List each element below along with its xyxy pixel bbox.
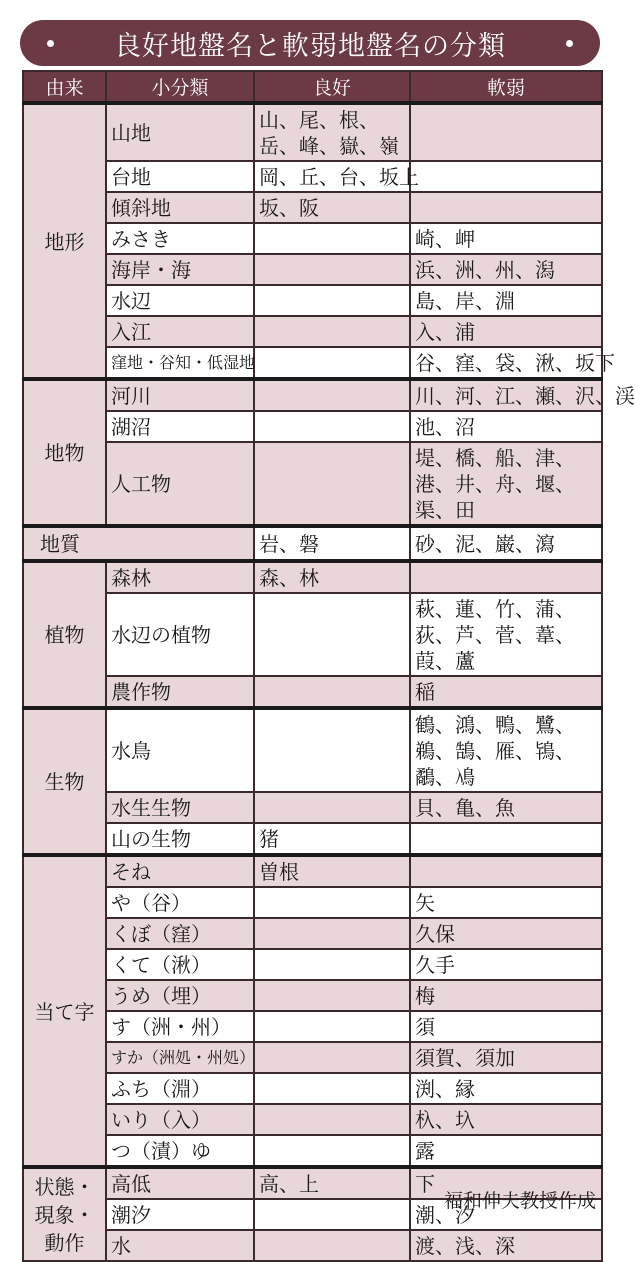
soft-cell: 鶴、鴻、鴨、鷺、鵜、鵠、雁、鴇、鷸、鳰: [410, 708, 602, 792]
soft-cell: 堤、橋、船、津、港、井、舟、堰、渠、田: [410, 442, 602, 526]
table-row: [23, 561, 602, 593]
good-cell: 坂、阪: [254, 192, 410, 223]
soft-cell: 久手: [410, 949, 602, 980]
subcategory-cell: ふち（淵）: [106, 1073, 254, 1104]
table-row: [23, 1011, 602, 1042]
table-body: [23, 103, 635, 1261]
table-row: [23, 316, 602, 347]
good-cell: [254, 918, 410, 949]
subcategory-cell: 水辺の植物: [106, 593, 254, 676]
subcategory-cell: 河川: [106, 379, 254, 411]
origin-cell: 生物: [23, 708, 106, 855]
subcategory-cell: 窪地・谷知・低湿地: [106, 347, 254, 379]
origin-cell: 当て字: [23, 855, 106, 1167]
good-cell: [254, 1104, 410, 1135]
good-cell: [254, 792, 410, 823]
table-row: [23, 1135, 602, 1167]
bullet-dot-right: [566, 40, 573, 47]
subcategory-cell: 水生生物: [106, 792, 254, 823]
soft-cell: [410, 855, 602, 887]
title-bar: [20, 20, 600, 66]
soft-cell: 潮、汐: [410, 1199, 602, 1230]
good-cell: [254, 411, 410, 442]
good-cell: [254, 1073, 410, 1104]
subcategory-cell: 高低: [106, 1167, 254, 1199]
subcategory-cell: つ（漬）ゆ: [106, 1135, 254, 1167]
soft-cell: 杁、圦: [410, 1104, 602, 1135]
soft-cell: 矢: [410, 887, 602, 918]
good-cell: [254, 593, 410, 676]
good-cell: [254, 379, 410, 411]
soft-cell: 渕、縁: [410, 1073, 602, 1104]
table-row: [23, 980, 602, 1011]
table-row: [23, 887, 602, 918]
soft-cell: 浜、洲、州、潟: [410, 254, 602, 285]
soft-cell: [410, 192, 602, 223]
good-cell: [254, 708, 410, 792]
soft-cell: [410, 161, 602, 192]
soft-cell: 稲: [410, 676, 602, 708]
subcategory-cell: 入江: [106, 316, 254, 347]
soft-cell: 崎、岬: [410, 223, 602, 254]
soft-cell: 露: [410, 1135, 602, 1167]
origin-cell: 植物: [23, 561, 106, 708]
soft-cell: [410, 561, 602, 593]
subcategory-cell: 潮汐: [106, 1199, 254, 1230]
subcategory-cell: 水辺: [106, 285, 254, 316]
subcategory-cell: や（谷）: [106, 887, 254, 918]
good-cell: 高、上: [254, 1167, 410, 1199]
subcategory-cell: いり（入）: [106, 1104, 254, 1135]
good-cell: [254, 1230, 410, 1261]
subcategory-cell: 海岸・海: [106, 254, 254, 285]
header-subcategory: 小分類: [106, 71, 254, 103]
soft-cell: 島、岸、淵: [410, 285, 602, 316]
good-cell: 岩、磐: [254, 526, 410, 561]
subcategory-cell: みさき: [106, 223, 254, 254]
soft-cell: 梅: [410, 980, 602, 1011]
table-row: [23, 411, 602, 442]
good-cell: [254, 442, 410, 526]
soft-cell: [410, 823, 602, 855]
soft-cell: 川、河、江、瀬、沢、渓: [410, 379, 602, 411]
soft-cell: 貝、亀、魚: [410, 792, 602, 823]
table-row: [23, 1230, 602, 1261]
subcategory-cell: 湖沼: [106, 411, 254, 442]
subcategory-cell: す（洲・州）: [106, 1011, 254, 1042]
table-row: [23, 1104, 602, 1135]
good-cell: [254, 1199, 410, 1230]
table-row: [23, 526, 602, 561]
origin-cell: 地質: [23, 526, 254, 561]
header-soft: 軟弱: [410, 71, 602, 103]
good-cell: [254, 949, 410, 980]
soft-cell: 須: [410, 1011, 602, 1042]
good-cell: [254, 887, 410, 918]
table-row: [23, 1073, 602, 1104]
origin-cell: 状態・現象・動作: [23, 1167, 106, 1261]
subcategory-cell: 水鳥: [106, 708, 254, 792]
table-row: [23, 442, 602, 526]
good-cell: [254, 1042, 410, 1073]
table-row: [23, 708, 602, 792]
table-row: [23, 379, 602, 411]
credit-text: 福和伸夫教授作成: [443, 1190, 596, 1212]
good-cell: 森、林: [254, 561, 410, 593]
header-origin: 由来: [23, 71, 106, 103]
subcategory-cell: くぼ（窪）: [106, 918, 254, 949]
good-cell: 猪: [254, 823, 410, 855]
origin-cell: 地形: [23, 103, 106, 379]
subcategory-cell: 山地: [106, 103, 254, 161]
table-row: [23, 823, 602, 855]
soft-cell: 砂、泥、巌、瀉: [410, 526, 602, 561]
subcategory-cell: 人工物: [106, 442, 254, 526]
subcategory-cell: そね: [106, 855, 254, 887]
good-cell: 曽根: [254, 855, 410, 887]
header-good: 良好: [254, 71, 410, 103]
table-row: [23, 593, 602, 676]
subcategory-cell: くて（湫）: [106, 949, 254, 980]
subcategory-cell: 台地: [106, 161, 254, 192]
table-row: [23, 347, 602, 379]
good-cell: [254, 980, 410, 1011]
soft-cell: 入、浦: [410, 316, 602, 347]
good-cell: 山、尾、根、岳、峰、嶽、嶺: [254, 103, 410, 161]
table-row: [23, 254, 602, 285]
subcategory-cell: 農作物: [106, 676, 254, 708]
good-cell: [254, 285, 410, 316]
origin-cell: 地物: [23, 379, 106, 526]
soft-cell: 谷、窪、袋、湫、坂下: [410, 347, 602, 379]
table-row: [23, 192, 602, 223]
soft-cell: 下: [410, 1167, 602, 1199]
table-row: [23, 161, 602, 192]
soft-cell: [410, 103, 602, 161]
classification-table: [22, 70, 635, 1262]
subcategory-cell: 水: [106, 1230, 254, 1261]
table-row: [23, 103, 602, 161]
table-row: [23, 676, 602, 708]
table-header-row: [23, 71, 602, 103]
good-cell: [254, 1011, 410, 1042]
table-row: [23, 792, 602, 823]
table-row: [23, 855, 602, 887]
good-cell: [254, 347, 410, 379]
subcategory-cell: すか（洲処・州処）: [106, 1042, 254, 1073]
good-cell: 岡、丘、台、坂上: [254, 161, 410, 192]
good-cell: [254, 1135, 410, 1167]
soft-cell: 萩、蓮、竹、蒲、荻、芦、菅、葦、葭、蘆: [410, 593, 602, 676]
subcategory-cell: 傾斜地: [106, 192, 254, 223]
table-row: [23, 1042, 602, 1073]
good-cell: [254, 316, 410, 347]
subcategory-cell: 山の生物: [106, 823, 254, 855]
subcategory-cell: 森林: [106, 561, 254, 593]
subcategory-cell: うめ（埋）: [106, 980, 254, 1011]
bullet-dot-left: [47, 40, 54, 47]
soft-cell: 池、沼: [410, 411, 602, 442]
good-cell: [254, 223, 410, 254]
soft-cell: 久保: [410, 918, 602, 949]
soft-cell: 須賀、須加: [410, 1042, 602, 1073]
table-row: [23, 285, 602, 316]
table-row: [23, 949, 602, 980]
table-row: [23, 918, 602, 949]
soft-cell: 渡、浅、深: [410, 1230, 602, 1261]
table-row: [23, 223, 602, 254]
good-cell: [254, 254, 410, 285]
good-cell: [254, 676, 410, 708]
page-title: 良好地盤名と軟弱地盤名の分類: [114, 30, 506, 62]
